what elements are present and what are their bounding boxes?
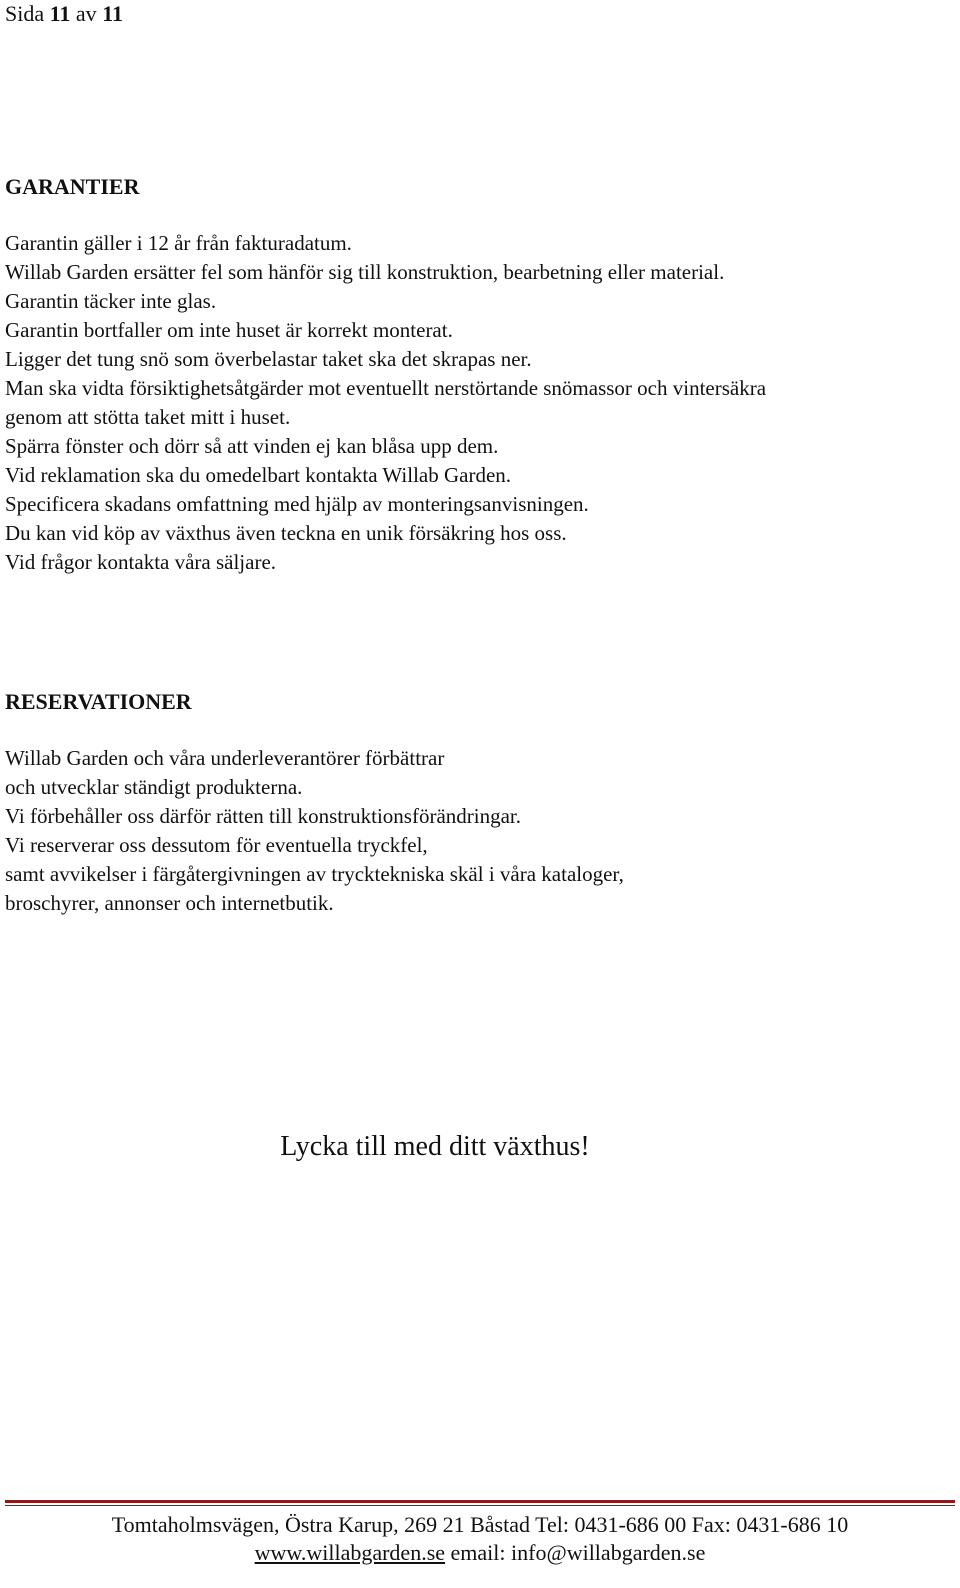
guarantee-line: Ligger det tung snö som överbelastar taket ska det skrapas ner. xyxy=(5,347,532,371)
guarantee-line: Spärra fönster och dörr så att vinden ej kan blåsa upp dem. xyxy=(5,434,499,458)
footer-divider xyxy=(5,1500,955,1503)
reservations-heading: RESERVATIONER xyxy=(5,689,192,714)
guarantee-line: Du kan vid köp av växthus även teckna en unik försäkring hos oss. xyxy=(5,521,567,545)
guarantee-line: Garantin bortfaller om inte huset är korrekt monterat. xyxy=(5,318,453,342)
guarantee-line: Garantin gäller i 12 år från fakturadatum. xyxy=(5,231,352,255)
footer-divider-thin xyxy=(5,1505,955,1506)
guarantee-line: Garantin täcker inte glas. xyxy=(5,289,217,313)
guarantee-line: Vid frågor kontakta våra säljare. xyxy=(5,550,277,574)
reservation-line: och utvecklar ständigt produkterna. xyxy=(5,775,303,799)
email-address[interactable]: info@willabgarden.se xyxy=(511,1540,706,1565)
reservation-line: Vi förbehåller oss därför rätten till konstruktionsförändringar. xyxy=(5,804,522,828)
reservation-line: samt avvikelser i färgåtergivningen av trycktekniska skäl i våra kataloger, xyxy=(5,862,624,886)
closing-greeting: Lycka till med ditt växthus! xyxy=(280,1131,590,1162)
guarantee-line: Willab Garden ersätter fel som hänför sig till konstruktion, bearbetning eller material. xyxy=(5,260,725,284)
guarantee-text xyxy=(5,229,945,577)
reservation-line: Willab Garden och våra underleverantörer förbättrar xyxy=(5,746,445,770)
total-page-count: 11 xyxy=(102,1,123,26)
guarantee-line: Man ska vidta försiktighetsåtgärder mot eventuellt nerstörtande snömassor och vintersäkra xyxy=(5,376,767,400)
guarantee-line: Vid reklamation ska du omedelbart kontakta Willab Garden. xyxy=(5,463,512,487)
footer xyxy=(0,1511,960,1567)
reservations-text xyxy=(5,744,945,918)
footer-address: Tomtaholmsvägen, Östra Karup, 269 21 Båstad Tel: 0431-686 00 Fax: 0431-686 10 xyxy=(111,1512,849,1537)
page-separator: av xyxy=(75,1,97,26)
guarantee-line: genom att stötta taket mitt i huset. xyxy=(5,405,291,429)
guarantee-heading: GARANTIER xyxy=(5,174,140,199)
email-label: email: xyxy=(450,1540,506,1565)
page-prefix: Sida xyxy=(5,1,45,26)
page-indicator xyxy=(5,0,123,28)
current-page-number: 11 xyxy=(49,1,71,26)
footer-contact xyxy=(0,1539,960,1567)
website-link[interactable]: www.willabgarden.se xyxy=(254,1540,446,1565)
guarantee-line: Specificera skadans omfattning med hjälp av monteringsanvisningen. xyxy=(5,492,589,516)
reservation-line: Vi reserverar oss dessutom för eventuella tryckfel, xyxy=(5,833,428,857)
reservation-line: broschyrer, annonser och internetbutik. xyxy=(5,891,334,915)
